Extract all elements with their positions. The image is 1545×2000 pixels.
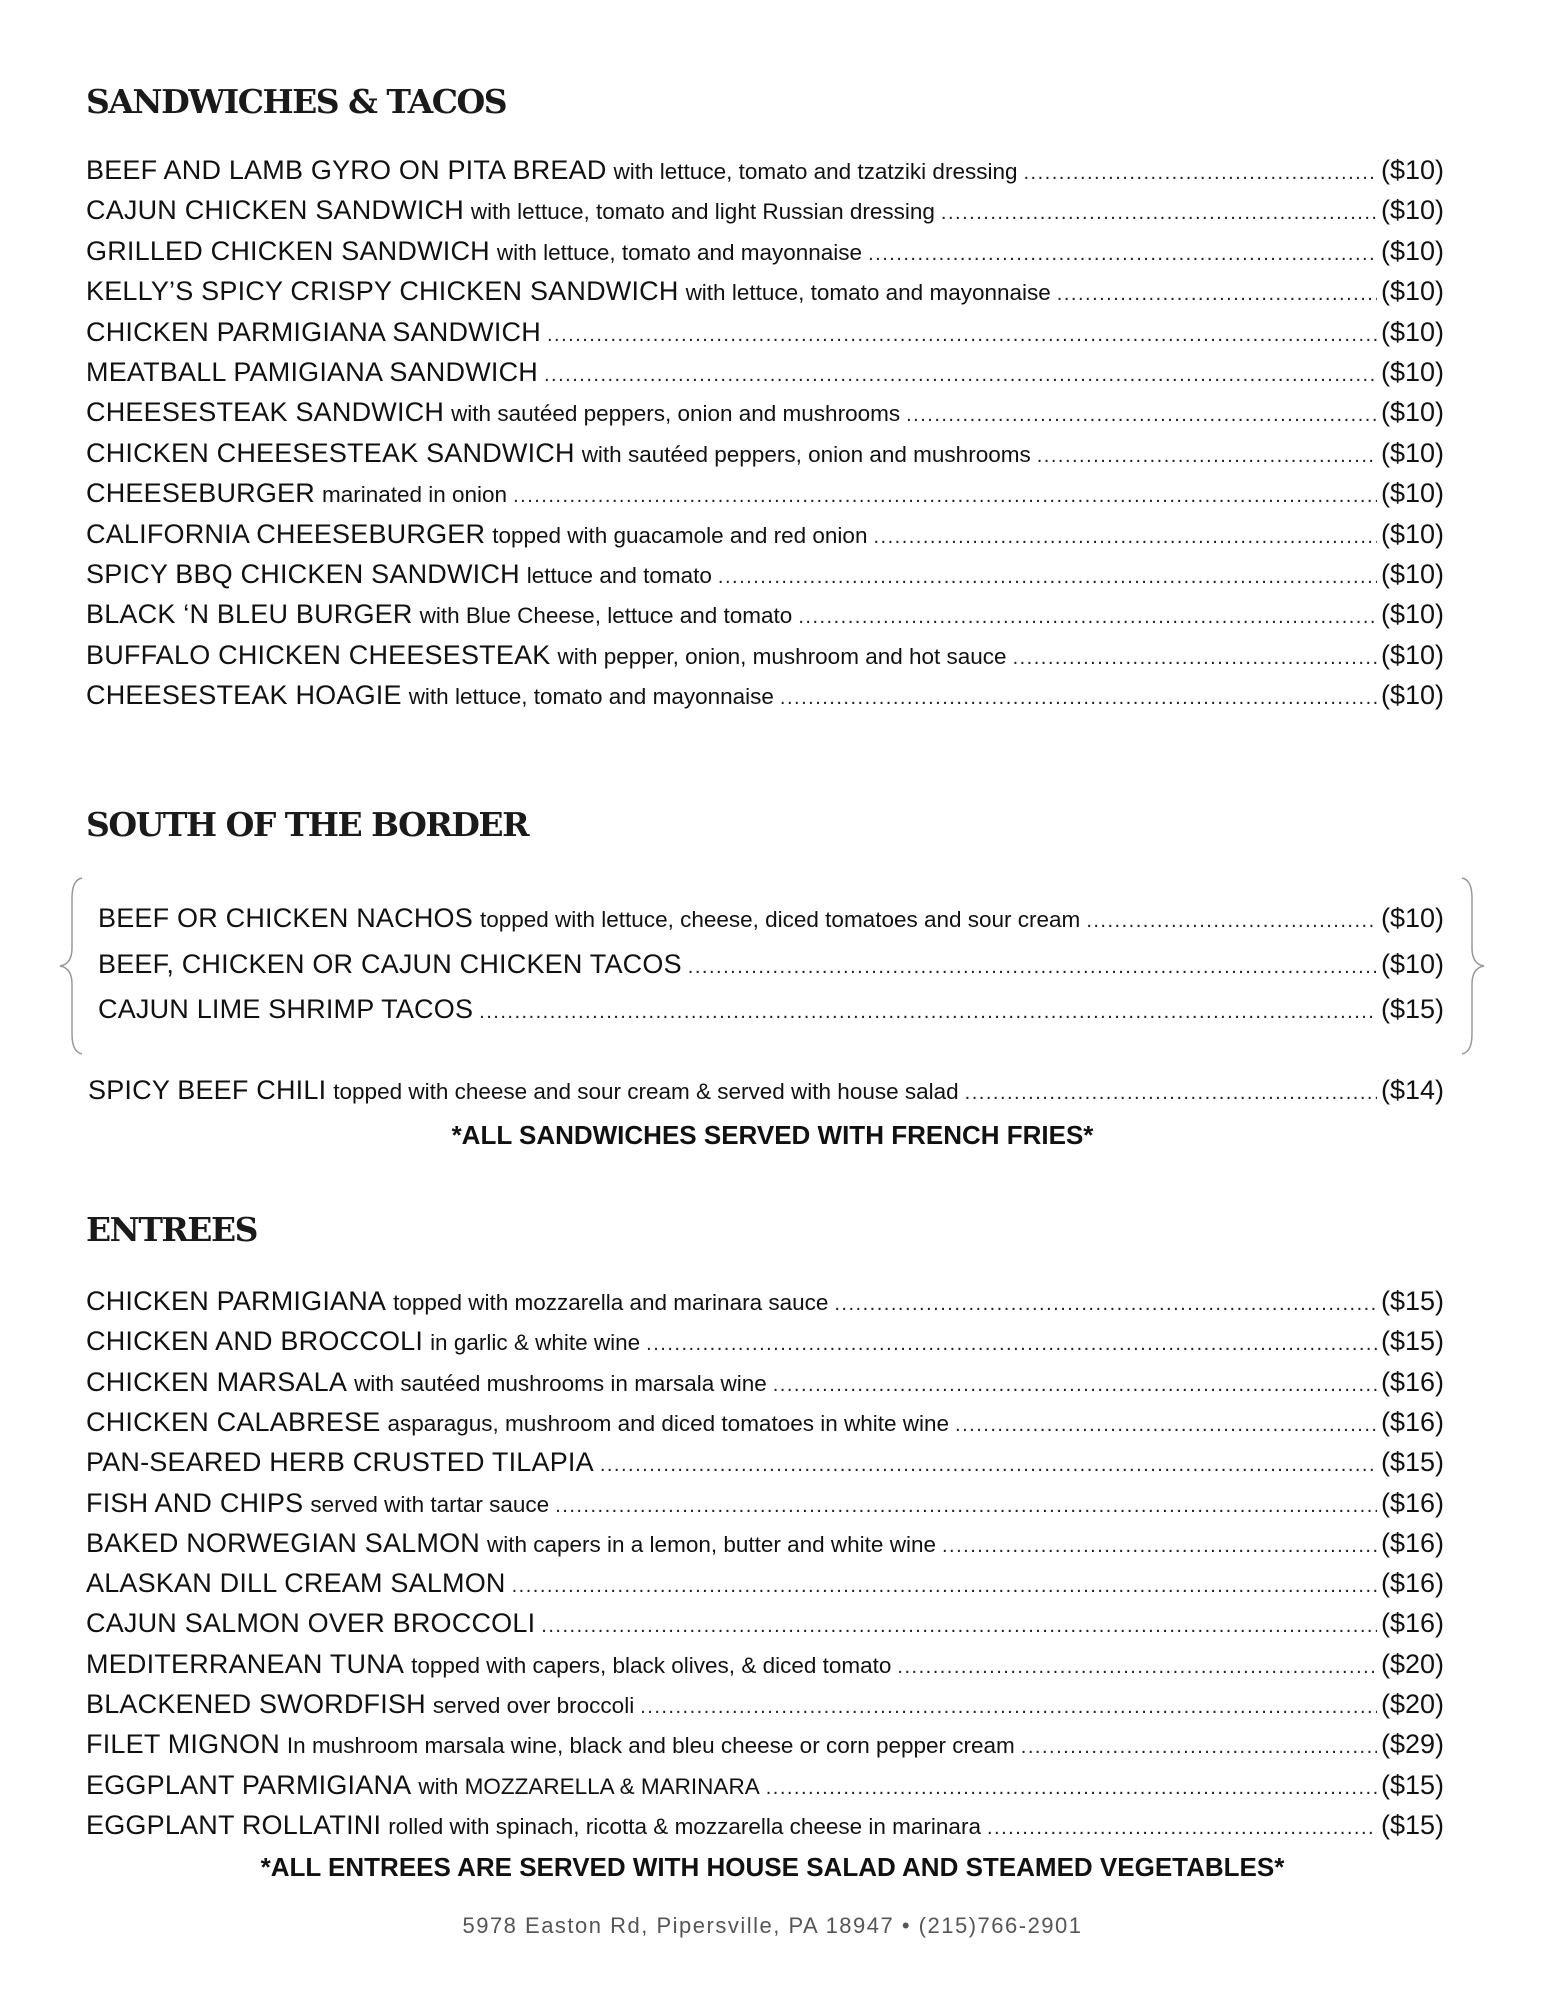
item-description: topped with capers, black olives, & diced tomato xyxy=(411,1652,892,1678)
item-description: with lettuce, tomato and light Russian dressing xyxy=(470,199,935,225)
item-price: ($10) xyxy=(1380,155,1444,185)
menu-item xyxy=(86,357,1444,388)
menu-item xyxy=(86,559,1444,590)
item-price: ($20) xyxy=(1380,1689,1444,1719)
dot-leader xyxy=(1013,647,1377,670)
item-description: topped with guacamole and red onion xyxy=(492,522,868,548)
menu-item xyxy=(86,438,1444,469)
restaurant-address: 5978 Easton Rd, Pipersville, PA 18947 • (215)766-2901 xyxy=(462,1913,1083,1938)
dot-leader xyxy=(718,566,1377,589)
item-description: with capers in a lemon, butter and white wine xyxy=(486,1531,936,1557)
item-description: in garlic & white wine xyxy=(430,1330,641,1356)
dot-leader xyxy=(873,526,1377,549)
item-name: MEATBALL PAMIGIANA SANDWICH xyxy=(86,357,538,387)
menu-item xyxy=(86,1770,1444,1801)
item-name: CHEESEBURGER xyxy=(86,478,315,509)
menu-item xyxy=(86,478,1444,509)
dot-leader xyxy=(942,1535,1377,1558)
item-description: with Blue Cheese, lettuce and tomato xyxy=(419,603,793,629)
dot-leader xyxy=(513,485,1377,508)
menu-item xyxy=(86,1649,1444,1680)
dot-leader xyxy=(773,1374,1377,1397)
item-description: with lettuce, tomato and mayonnaise xyxy=(408,684,774,710)
item-description: topped with cheese and sour cream & served with house salad xyxy=(333,1079,959,1104)
item-price: ($10) xyxy=(1380,680,1444,711)
dot-leader xyxy=(955,1414,1377,1437)
dot-leader xyxy=(541,1615,1377,1638)
dot-leader xyxy=(1037,445,1377,468)
menu-item xyxy=(86,155,1444,186)
item-price: ($15) xyxy=(1380,994,1444,1024)
menu-item xyxy=(86,1729,1444,1760)
item-description: with sautéed peppers, onion and mushrooms xyxy=(451,401,901,427)
menu-item xyxy=(86,1528,1444,1559)
item-description: marinated in onion xyxy=(321,482,508,508)
menu-item xyxy=(86,519,1444,550)
item-name: CHICKEN CALABRESE xyxy=(86,1406,381,1437)
menu-item xyxy=(86,1488,1444,1519)
item-name: EGGPLANT ROLLATINI xyxy=(86,1809,382,1840)
menu-item xyxy=(86,195,1444,226)
item-name: FILET MIGNON xyxy=(86,1729,280,1760)
item-price: ($15) xyxy=(1380,1769,1444,1800)
item-description: with lettuce, tomato and mayonnaise xyxy=(685,280,1051,306)
item-price: ($15) xyxy=(1380,1286,1444,1316)
item-description: with lettuce, tomato and mayonnaise xyxy=(496,239,863,265)
item-name: BLACK ‘N BLEU BURGER xyxy=(86,599,413,630)
menu-item xyxy=(86,1608,1444,1639)
item-name: BAKED NORWEGIAN SALMON xyxy=(86,1527,480,1558)
item-price: ($10) xyxy=(1380,195,1444,226)
item-price: ($16) xyxy=(1380,1406,1444,1437)
item-price: ($10) xyxy=(1380,357,1444,387)
dot-leader xyxy=(1086,910,1377,933)
dot-leader xyxy=(479,1001,1377,1024)
menu-item-spicy-beef-chili xyxy=(88,1075,1444,1106)
dot-leader xyxy=(798,606,1377,629)
menu-item xyxy=(86,1447,1444,1478)
item-name: KELLY’S SPICY CRISPY CHICKEN SANDWICH xyxy=(86,276,679,307)
menu-item xyxy=(98,994,1444,1025)
item-name: BLACKENED SWORDFISH xyxy=(86,1689,426,1719)
dot-leader xyxy=(766,1777,1377,1800)
dot-leader xyxy=(646,1333,1377,1356)
item-name: BEEF, CHICKEN OR CAJUN CHICKEN TACOS xyxy=(98,948,682,979)
item-description: topped with mozzarella and marinara sauce xyxy=(393,1290,829,1315)
dot-leader xyxy=(640,1696,1377,1719)
item-name: CHICKEN PARMIGIANA SANDWICH xyxy=(86,316,541,347)
item-price: ($15) xyxy=(1380,1326,1444,1357)
item-description: with MOZZARELLA & MARINARA xyxy=(418,1773,760,1799)
item-name: CHICKEN MARSALA xyxy=(86,1366,348,1397)
item-name: CAJUN CHICKEN SANDWICH xyxy=(86,195,464,226)
dot-leader xyxy=(780,687,1377,710)
item-price: ($10) xyxy=(1380,599,1444,630)
item-name: CAJUN SALMON OVER BROCCOLI xyxy=(86,1608,536,1639)
dot-leader xyxy=(987,1817,1377,1840)
dot-leader xyxy=(512,1575,1377,1598)
item-price: ($10) xyxy=(1380,397,1444,428)
item-name: FISH AND CHIPS xyxy=(86,1487,304,1518)
menu-item xyxy=(98,903,1444,934)
item-description: with pepper, onion, mushroom and hot sauce xyxy=(557,643,1007,669)
menu-item xyxy=(86,1568,1444,1599)
item-price: ($16) xyxy=(1380,1608,1444,1639)
dot-leader xyxy=(1057,283,1377,306)
item-price: ($16) xyxy=(1380,1366,1444,1397)
item-description: with sautéed mushrooms in marsala wine xyxy=(354,1370,767,1396)
dot-leader xyxy=(555,1495,1377,1518)
menu-item xyxy=(98,949,1444,980)
menu-item xyxy=(86,1689,1444,1720)
item-price: ($14) xyxy=(1380,1075,1444,1105)
dot-leader xyxy=(547,324,1377,347)
item-description: served over broccoli xyxy=(432,1693,635,1718)
dot-leader xyxy=(544,364,1377,387)
dot-leader xyxy=(1023,162,1376,185)
item-description: with sautéed peppers, onion and mushrooms xyxy=(581,441,1031,467)
menu-item xyxy=(86,397,1444,428)
menu-item xyxy=(86,1810,1444,1841)
menu-item xyxy=(86,640,1444,671)
item-price: ($10) xyxy=(1380,559,1444,589)
item-name: SPICY BEEF CHILI xyxy=(88,1075,327,1105)
left-brace-icon xyxy=(58,876,88,1056)
item-price: ($16) xyxy=(1380,1527,1444,1558)
section-title-sandwiches: SANDWICHES & TACOS xyxy=(86,82,507,121)
item-name: CHICKEN AND BROCCOLI xyxy=(86,1326,424,1357)
item-price: ($10) xyxy=(1380,316,1444,347)
item-price: ($20) xyxy=(1380,1648,1444,1679)
item-description: asparagus, mushroom and diced tomatoes in white wine xyxy=(387,1410,950,1436)
item-price: ($16) xyxy=(1380,1487,1444,1518)
item-name: CHICKEN CHEESESTEAK SANDWICH xyxy=(86,437,575,468)
item-name: BUFFALO CHICKEN CHEESESTEAK xyxy=(86,639,551,670)
item-price: ($10) xyxy=(1380,948,1444,979)
menu-item xyxy=(86,317,1444,348)
dot-leader xyxy=(600,1454,1377,1477)
dot-leader xyxy=(897,1656,1377,1679)
menu-item xyxy=(86,236,1444,267)
section-title-south-of-the-border: SOUTH OF THE BORDER xyxy=(86,805,528,844)
menu-item xyxy=(86,276,1444,307)
item-name: EGGPLANT PARMIGIANA xyxy=(86,1769,412,1800)
item-name: SPICY BBQ CHICKEN SANDWICH xyxy=(86,559,520,589)
menu-item xyxy=(86,680,1444,711)
dot-leader xyxy=(834,1293,1377,1316)
item-price: ($15) xyxy=(1380,1809,1444,1840)
item-name: MEDITERRANEAN TUNA xyxy=(86,1648,405,1679)
item-name: CALIFORNIA CHEESEBURGER xyxy=(86,518,486,549)
dot-leader xyxy=(906,404,1377,427)
dot-leader xyxy=(941,202,1377,225)
item-description: with lettuce, tomato and tzatziki dressing xyxy=(613,159,1018,184)
menu-item xyxy=(86,1286,1444,1317)
right-brace-icon xyxy=(1456,876,1486,1056)
dot-leader xyxy=(868,243,1377,266)
item-price: ($10) xyxy=(1380,276,1444,307)
item-description: lettuce and tomato xyxy=(526,563,712,588)
dot-leader xyxy=(1021,1736,1377,1759)
menu-item xyxy=(86,599,1444,630)
dot-leader xyxy=(688,956,1377,979)
item-price: ($10) xyxy=(1380,639,1444,670)
section-title-entrees: ENTREES xyxy=(86,1210,257,1249)
item-name: BEEF AND LAMB GYRO ON PITA BREAD xyxy=(86,155,607,185)
item-name: GRILLED CHICKEN SANDWICH xyxy=(86,235,490,266)
item-price: ($16) xyxy=(1380,1568,1444,1599)
item-name: PAN-SEARED HERB CRUSTED TILAPIA xyxy=(86,1447,594,1478)
menu-item xyxy=(86,1407,1444,1438)
item-description: rolled with spinach, ricotta & mozzarella cheese in marinara xyxy=(388,1813,981,1839)
dot-leader xyxy=(965,1082,1377,1105)
item-price: ($15) xyxy=(1380,1447,1444,1478)
item-price: ($29) xyxy=(1380,1729,1444,1760)
item-name: ALASKAN DILL CREAM SALMON xyxy=(86,1568,506,1599)
item-description: topped with lettuce, cheese, diced tomatoes and sour cream xyxy=(479,907,1081,932)
item-price: ($10) xyxy=(1380,478,1444,509)
item-name: CAJUN LIME SHRIMP TACOS xyxy=(98,994,474,1024)
item-name: CHEESESTEAK HOAGIE xyxy=(86,680,402,711)
item-name: CHEESESTEAK SANDWICH xyxy=(86,397,445,428)
item-name: CHICKEN PARMIGIANA xyxy=(86,1286,387,1316)
item-description: served with tartar sauce xyxy=(310,1491,550,1517)
menu-item xyxy=(86,1326,1444,1357)
item-price: ($10) xyxy=(1380,235,1444,266)
menu-item xyxy=(86,1367,1444,1398)
entrees-salad-note: *ALL ENTREES ARE SERVED WITH HOUSE SALAD AND STEAMED VEGETABLES* xyxy=(260,1852,1285,1882)
item-description: In mushroom marsala wine, black and bleu cheese or corn pepper cream xyxy=(286,1733,1015,1759)
item-price: ($10) xyxy=(1380,437,1444,468)
item-name: BEEF OR CHICKEN NACHOS xyxy=(98,903,473,933)
sandwiches-fries-note: *ALL SANDWICHES SERVED WITH FRENCH FRIES* xyxy=(451,1120,1094,1150)
item-price: ($10) xyxy=(1380,903,1444,933)
item-price: ($10) xyxy=(1380,518,1444,549)
